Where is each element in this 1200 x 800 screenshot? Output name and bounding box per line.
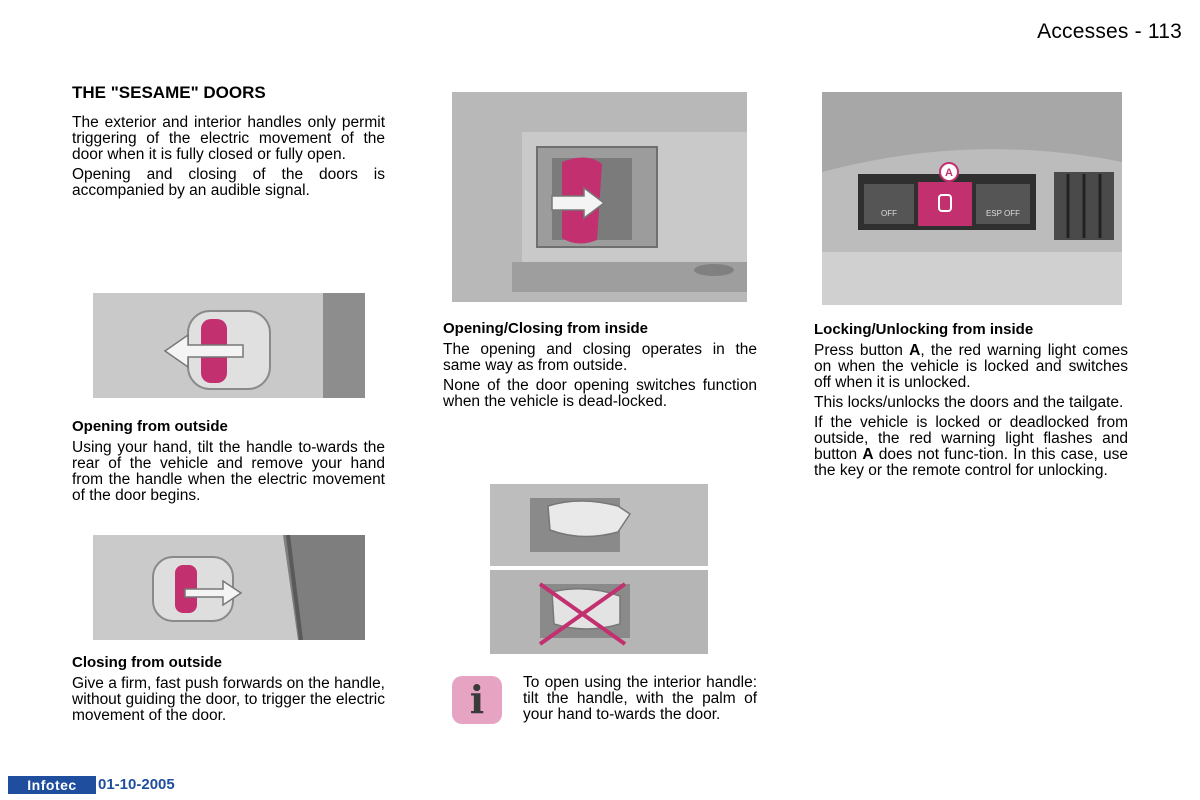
locking-paragraph-3 <box>814 415 1128 479</box>
text-run: , the red warning light comes on when the vehicle is locked and switches off when it is unlocked. <box>814 342 1129 391</box>
exterior-handle-close-photo <box>93 535 365 640</box>
closing-outside-heading: Closing from outside <box>72 654 222 671</box>
inside-paragraph-2: None of the door opening switches function when the vehicle is dead-locked. <box>443 377 757 410</box>
button-a-reference: A <box>909 342 921 359</box>
opening-outside-heading: Opening from outside <box>72 418 228 435</box>
palm-usage-illustration <box>490 484 708 654</box>
right-switch-label: ESP OFF <box>985 209 1021 218</box>
section-name: Accesses <box>1037 20 1129 43</box>
infotec-logo: Infotec <box>8 776 96 794</box>
locking-paragraph-1 <box>814 343 1128 391</box>
interior-handle-illustration <box>452 92 747 302</box>
locking-block <box>814 343 1128 479</box>
info-note-text: To open using the interior handle: tilt the handle, with the palm of your hand to-wards the door. <box>523 674 757 723</box>
dashboard-button-photo <box>822 92 1122 305</box>
page-header <box>1037 20 1182 44</box>
dashboard-button-illustration <box>822 92 1122 305</box>
button-a-callout: A <box>945 167 953 179</box>
footer-date: 01-10-2005 <box>98 776 175 793</box>
exterior-handle-open-photo <box>93 293 365 398</box>
inside-paragraph-1: The opening and closing operates in the same way as from outside. <box>443 341 757 374</box>
text-run: If the vehicle is locked or deadlocked from outside, the red warning light flashes and button <box>814 414 1128 463</box>
exterior-handle-close-illustration <box>93 535 365 640</box>
intro-paragraph-2: Opening and closing of the doors is accompanied by an audible signal. <box>72 166 385 199</box>
button-a-reference: A <box>862 446 874 463</box>
locking-heading: Locking/Unlocking from inside <box>814 321 1034 338</box>
exterior-handle-open-illustration <box>93 293 365 398</box>
closing-outside-text: Give a firm, fast push forwards on the handle, without guiding the door, to trigger the electric movement of the door. <box>72 675 385 724</box>
info-icon <box>452 676 502 724</box>
opening-outside-block <box>72 440 385 504</box>
inside-block <box>443 342 757 410</box>
inside-heading: Opening/Closing from inside <box>443 320 649 337</box>
opening-outside-text: Using your hand, tilt the handle to-wards the rear of the vehicle and remove your hand from the handle when the electric movement of the door begins. <box>72 439 385 504</box>
text-run: Press button <box>814 342 910 359</box>
intro-block <box>72 115 385 199</box>
interior-handle-photo <box>452 92 747 302</box>
section-title: THE "SESAME" DOORS <box>72 83 266 102</box>
info-note-block <box>523 675 757 723</box>
left-switch-label: OFF <box>881 209 897 218</box>
page-number: 113 <box>1147 20 1182 43</box>
palm-usage-photo <box>490 484 708 654</box>
locking-paragraph-2: This locks/unlocks the doors and the tailgate. <box>814 394 1124 411</box>
text-run: does not func-tion. In this case, use the key or the remote control for unlocking. <box>814 446 1128 479</box>
header-separator: - <box>1134 20 1142 43</box>
info-glyph: i <box>469 677 485 722</box>
closing-outside-block <box>72 676 385 724</box>
intro-paragraph-1: The exterior and interior handles only permit triggering of the electric movement of the door when it is fully closed or fully open. <box>72 114 385 163</box>
